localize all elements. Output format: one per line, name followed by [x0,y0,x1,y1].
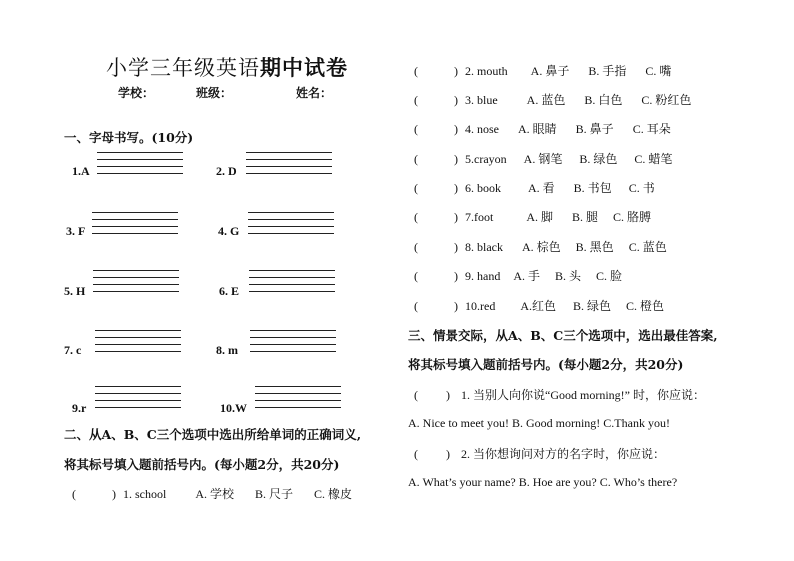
option-b: B. 尺子 [255,487,294,501]
writing-lines [97,152,183,178]
letter-label: 2. D [216,164,237,178]
writing-lines [249,270,335,296]
question-row [414,238,667,255]
option-b: B. 书包 [573,181,612,195]
letter-label: 10.W [220,401,247,415]
option-c: C. 胳膊 [613,210,652,224]
option-b: B. 鼻子 [575,122,614,136]
option-a: A. 学校 [195,487,235,501]
page-title [106,52,348,82]
class-label: 班级： [196,86,233,100]
question-word: 1. school [123,487,167,501]
option-c: C. 橡皮 [314,487,353,501]
section2-heading-line2: 将其标号填入题前括号内。(每小题2分，共20分) [64,457,340,472]
option-b: B. 黑色 [575,240,614,254]
question-word: 6. book [465,181,501,195]
option-c: C. 粉红色 [641,93,692,107]
scenario-options: A. Nice to meet you! B. Good morning! C.Thank you! [408,416,670,430]
option-c: C. 书 [628,181,655,195]
scenario-question [414,386,705,403]
question-row [414,179,655,196]
question-word: 10.red [465,299,496,313]
option-c: C. 耳朵 [632,122,671,136]
question-text: 1. 当别人向你说“Good morning!” 时，你应说： [461,388,705,402]
option-c: C. 蓝色 [628,240,667,254]
writing-lines [255,386,341,412]
question-row [414,150,672,167]
option-c: C. 橙色 [626,299,665,313]
letter-label: 4. G [218,224,240,238]
answer-paren-close[interactable]: ) [446,388,450,402]
title-bold: 期中试卷 [260,55,348,80]
letter-label: 9.r [72,401,87,415]
answer-paren-close[interactable]: ) [454,122,458,136]
letter-label: 1.A [72,164,90,178]
letter-label: 7. c [64,343,82,357]
answer-paren-open[interactable]: ( [414,64,418,78]
answer-paren-open[interactable]: ( [414,152,418,166]
question-word: 2. mouth [465,64,508,78]
question-word: 5.crayon [465,152,507,166]
question-row [414,267,622,284]
question-row [414,91,691,108]
title-main: 小学三年级英语 [106,56,260,80]
question-row [414,120,671,137]
answer-paren-close[interactable]: ) [454,64,458,78]
writing-lines [95,386,181,412]
answer-paren-close[interactable]: ) [454,240,458,254]
answer-paren-open[interactable]: ( [414,240,418,254]
writing-lines [95,330,181,356]
question-text: 2. 当你想询问对方的名字时，你应说： [461,447,666,461]
question-word: 7.foot [465,210,494,224]
option-a: A. 棕色 [522,240,561,254]
writing-lines [246,152,332,178]
answer-paren-close[interactable]: ) [454,299,458,313]
school-label: 学校： [118,86,155,100]
question-word: 3. blue [465,93,498,107]
option-c: C. 脸 [596,269,623,283]
question-row [414,62,671,79]
answer-paren-open[interactable]: ( [72,487,76,501]
answer-paren-open[interactable]: ( [414,388,418,402]
option-a: A. 眼睛 [518,122,557,136]
answer-paren-close[interactable]: ) [454,269,458,283]
answer-paren-open[interactable]: ( [414,181,418,195]
writing-lines [250,330,336,356]
scenario-options: A. What’s your name? B. Hoe are you? C. Who’s there? [408,475,678,489]
option-a: A. 脚 [526,210,554,224]
option-c: C. 嘴 [645,64,672,78]
section3-heading-line1: 三、情景交际，从A、B、C三个选项中，选出最佳答案, [408,328,718,343]
letter-label: 6. E [219,284,240,298]
answer-paren-close[interactable]: ) [454,152,458,166]
section2-heading-line1: 二、从A、B、C三个选项中选出所给单词的正确词义, [64,427,362,442]
answer-paren-close[interactable]: ) [454,181,458,195]
answer-paren-open[interactable]: ( [414,447,418,461]
section1-heading: 一、字母书写。(10分) [64,130,194,145]
letter-label: 8. m [216,343,238,357]
question-word: 4. nose [465,122,499,136]
option-a: A. 鼻子 [530,64,570,78]
answer-paren-close[interactable]: ) [446,447,450,461]
answer-paren-open[interactable]: ( [414,93,418,107]
question-row [414,208,651,225]
option-b: B. 白色 [584,93,623,107]
answer-paren-close[interactable]: ) [454,93,458,107]
question-word: 8. black [465,240,503,254]
option-b: B. 头 [555,269,582,283]
answer-paren-close[interactable]: ) [454,210,458,224]
answer-paren-close[interactable]: ) [112,487,116,501]
writing-lines [92,212,178,238]
letter-label: 5. H [64,284,86,298]
answer-paren-open[interactable]: ( [414,122,418,136]
answer-paren-open[interactable]: ( [414,269,418,283]
name-label: 姓名： [296,86,333,100]
option-a: A. 钢笔 [523,152,563,166]
option-a: A. 手 [513,269,540,283]
question-word: 9. hand [465,269,501,283]
option-a: A. 看 [528,181,555,195]
option-b: B. 绿色 [573,299,612,313]
question-row [72,485,352,502]
section3-heading-line2: 将其标号填入题前括号内。(每小题2分，共20分) [408,357,684,372]
option-c: C. 蜡笔 [634,152,673,166]
scenario-question [414,445,665,462]
question-row [414,297,664,314]
answer-paren-open[interactable]: ( [414,299,418,313]
writing-lines [93,270,179,296]
option-b: B. 绿色 [579,152,618,166]
option-a: A. 蓝色 [526,93,566,107]
answer-paren-open[interactable]: ( [414,210,418,224]
option-b: B. 腿 [572,210,599,224]
writing-lines [248,212,334,238]
letter-label: 3. F [66,224,86,238]
option-b: B. 手指 [588,64,627,78]
option-a: A.红色 [520,299,556,313]
